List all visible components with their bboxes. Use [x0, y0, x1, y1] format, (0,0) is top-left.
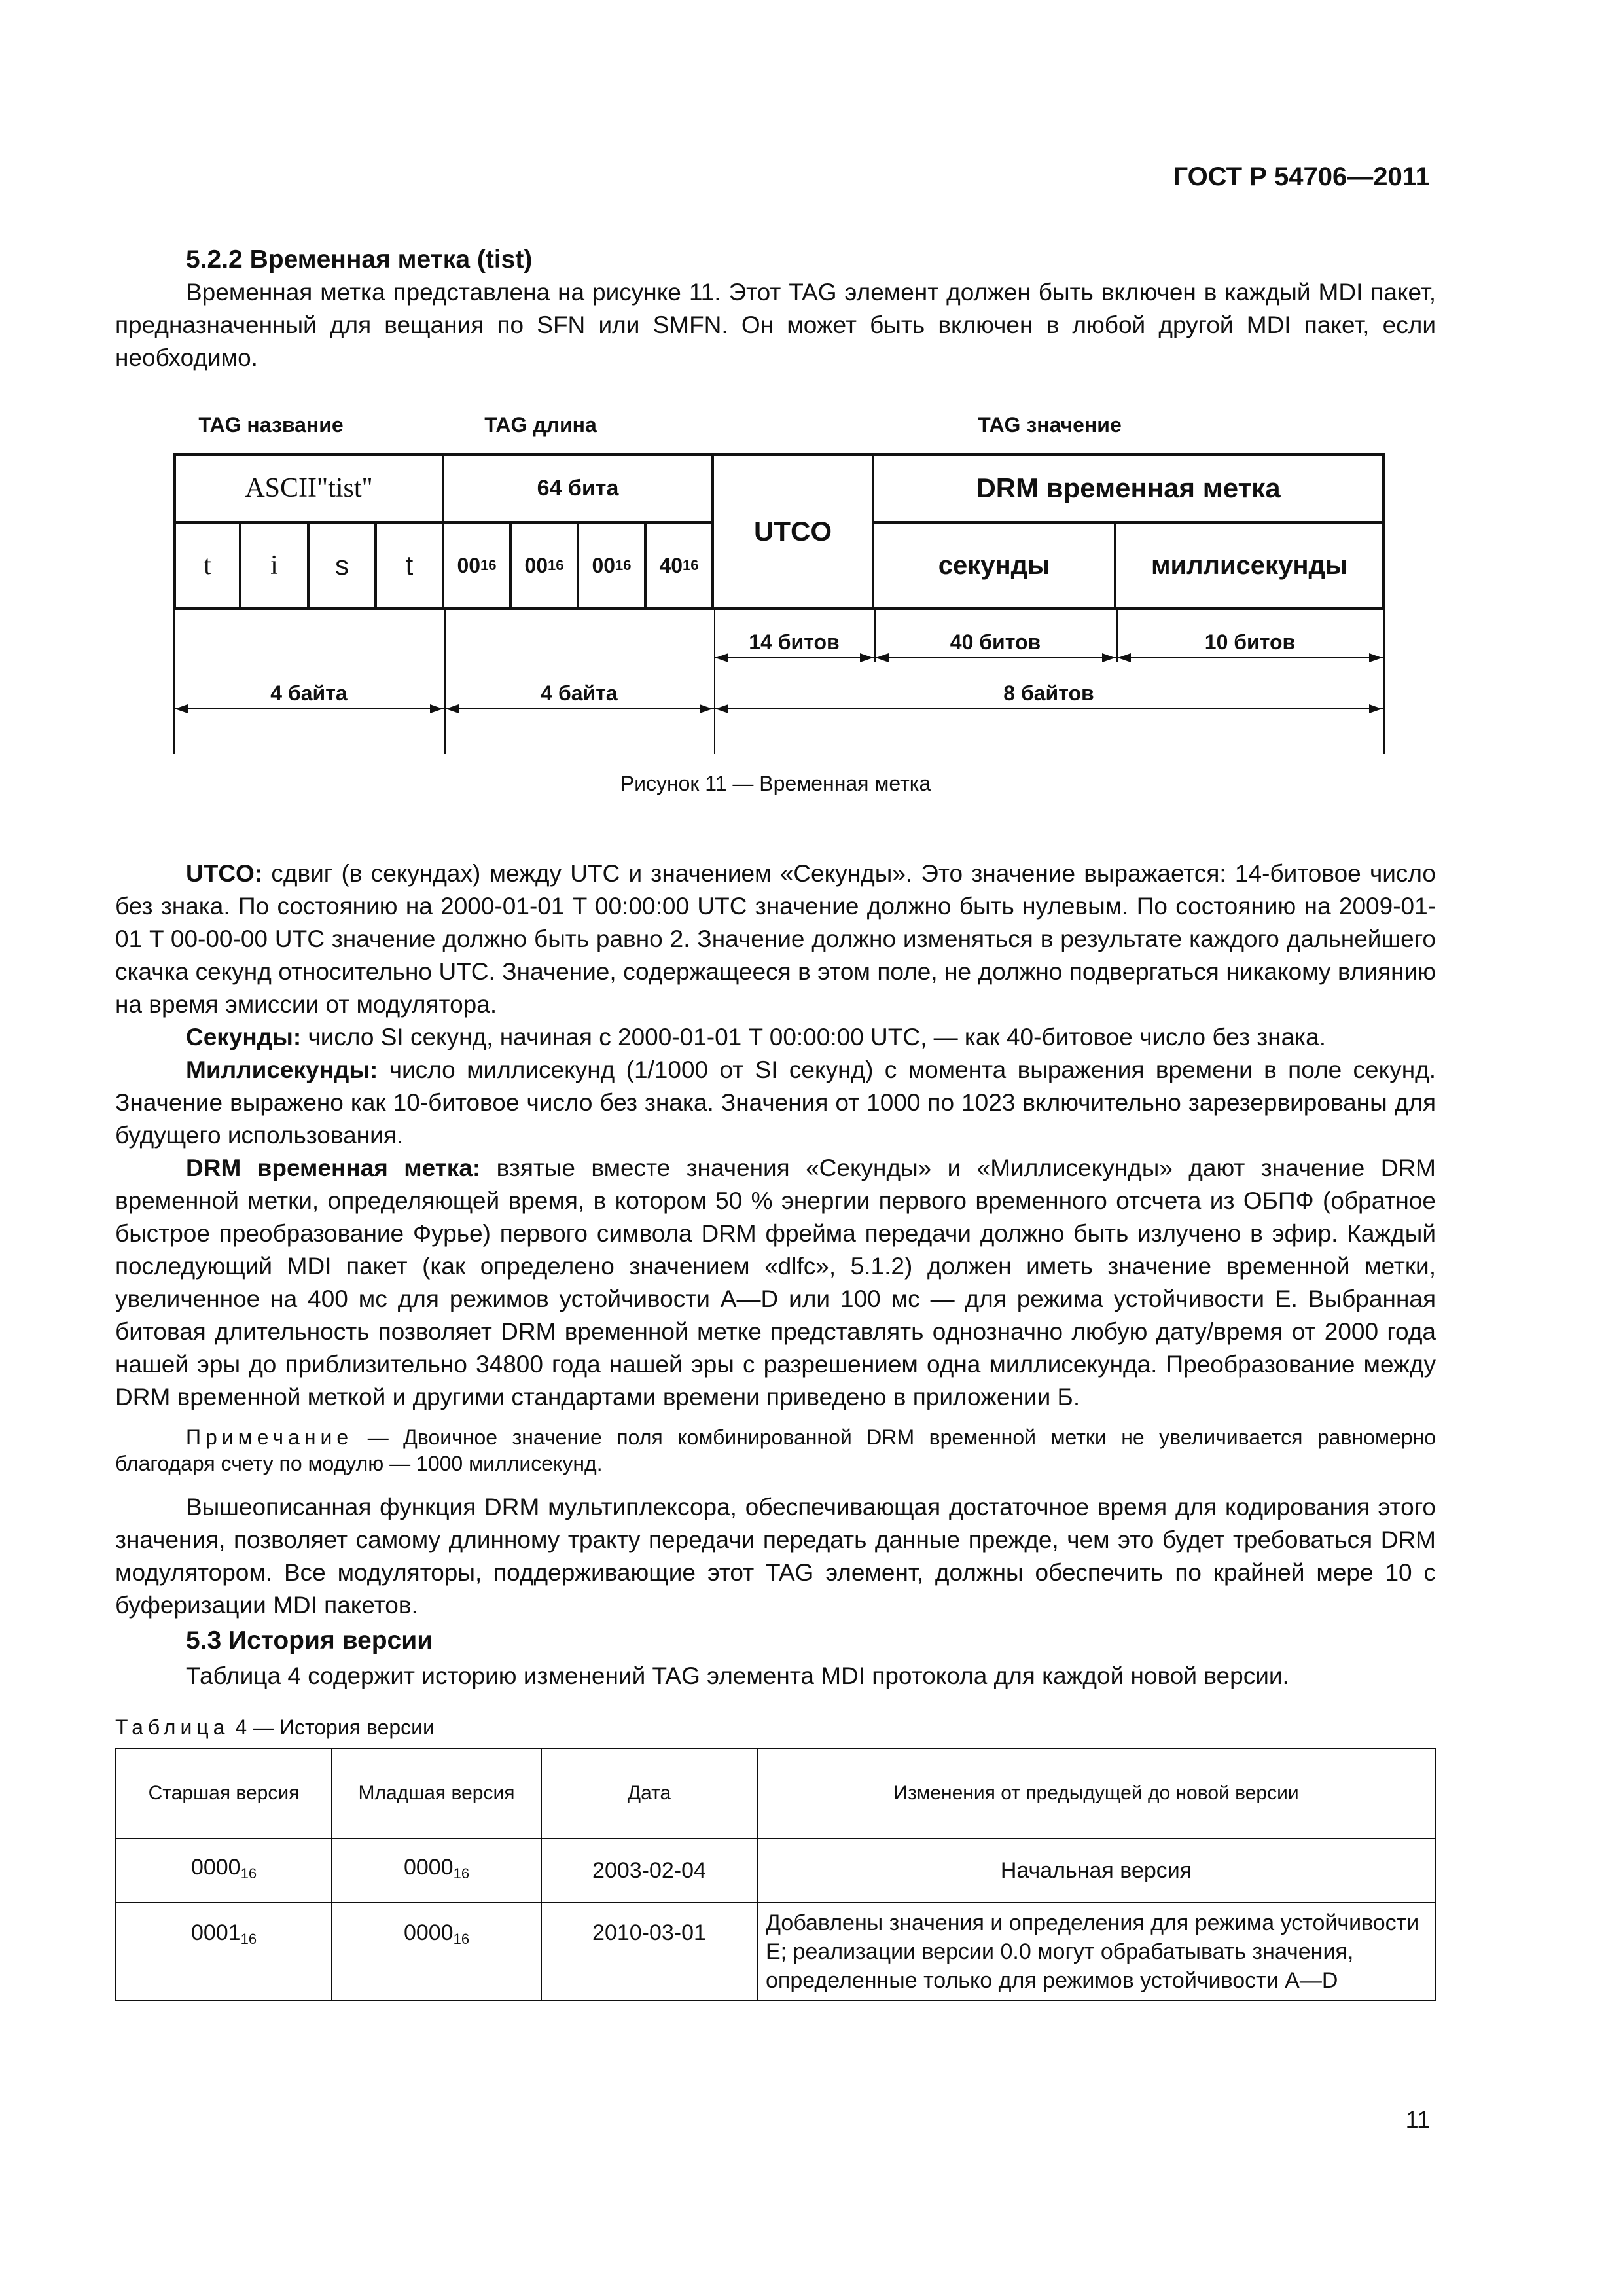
hex-cell-4: [647, 524, 714, 610]
note-label: Примечание: [186, 1426, 353, 1449]
note-text: — Двоичное значение поля комбинированной DRM временной метки не увеличивается равномерно благодаря счету по модулю — 1000 миллисекунд.: [115, 1426, 1436, 1475]
millis-text: число миллисекунд (1/1000 от SI секунд) с момента выражения времени в поле секунд. Значение выражено как 10-битовое число без знака. Значения от 1000 по 1023 включительно зарезервированы для будущего использования.: [115, 1056, 1436, 1149]
standard-number: ГОСТ Р 54706—2011: [1173, 162, 1430, 191]
cell-changes: Начальная версия: [757, 1839, 1435, 1903]
drm-label: DRM временная метка:: [186, 1155, 481, 1181]
hex-base-4: 40: [659, 554, 683, 577]
col-header-major: Старшая версия: [116, 1748, 332, 1839]
drm-timestamp-cell: DRM временная метка: [874, 453, 1385, 524]
utco-cell: UTCO: [714, 453, 874, 610]
dim-tick-right: [1383, 610, 1385, 754]
hex-base-3: 00: [592, 554, 616, 577]
section-intro-522: Временная метка представлена на рисунке 11. Этот TAG элемент должен быть включен в каждый MDI пакет, предназначенный для вещания по SFN или SMFN. Он может быть включен в любой другой MDI пакет, если необходимо.: [115, 279, 1436, 371]
hex-sub-3: 16: [615, 557, 632, 573]
page-number: 11: [1405, 2106, 1430, 2133]
bits-utco-label: 14 битов: [749, 630, 840, 654]
char-cell-i: i: [241, 524, 310, 610]
figure-caption: Рисунок 11 — Временная метка: [620, 772, 931, 795]
bytes-name-label: 4 байта: [270, 681, 348, 705]
utco-text: сдвиг (в секундах) между UTC и значением «Секунды». Это значение выражается: 14-битовое число без знака. По состоянию на 2000-01-01 T 00:00:00 UTC значение должно быть нулевым. По состоянию на 2009-01-01 T 00-00-00 UTC значение должно быть равно 2. Значение должно изменяться в результате каждого дальнейшего скачка секунд относительно UTC. Значение, содержащееся в этом поле, не должно подвергаться никакому влиянию на время эмиссии от модулятора.: [115, 860, 1436, 1018]
table-row: [116, 1839, 1435, 1903]
cell-major-value: 0001: [190, 1920, 241, 1945]
cell-major-sub: 16: [240, 1931, 257, 1947]
cell-major: [116, 1839, 332, 1903]
drm-paragraph: [115, 1152, 1436, 1414]
bits-millis-label: 10 битов: [1204, 630, 1296, 654]
figure-cap-tag-name: TAG название: [198, 413, 344, 437]
seconds-cell: секунды: [874, 524, 1116, 610]
section-intro-53: Таблица 4 содержит историю изменений TAG элемента MDI протокола для каждой новой версии.: [186, 1662, 1289, 1689]
table-row: [116, 1903, 1435, 2001]
hex-base-1: 00: [457, 554, 481, 577]
utco-paragraph: [115, 857, 1436, 1021]
note-paragraph: [115, 1424, 1436, 1477]
millis-label: Миллисекунды:: [186, 1056, 378, 1083]
hex-base-2: 00: [524, 554, 548, 577]
figure-cap-tag-value: TAG значение: [978, 413, 1122, 437]
seconds-paragraph: [115, 1021, 1436, 1054]
table-caption-label: Таблица: [115, 1715, 230, 1739]
ascii-tist-cell: ASCII"tist": [173, 453, 444, 524]
hex-sub-2: 16: [548, 557, 564, 573]
cell-major-sub: 16: [240, 1865, 257, 1882]
timestamp-figure: [115, 408, 1436, 762]
table-caption: [115, 1711, 1436, 1744]
function-paragraph: Вышеописанная функция DRM мультиплексора, обеспечивающая достаточное время для кодирования этого значения, позволяет самому длинному тракту передачи передать данные прежде, чем это будет требоваться DRM модулятором. Все модуляторы, поддерживающие этот TAG элемент, должны обеспечить по крайней мере 10 с буферизации MDI пакетов.: [115, 1494, 1436, 1619]
char-cell-t2: t: [377, 524, 444, 610]
tag-length-cell: 64 бита: [444, 453, 714, 524]
hex-sub-4: 16: [683, 557, 699, 573]
cell-minor: [332, 1903, 541, 2001]
drm-text: взятые вместе значения «Секунды» и «Миллисекунды» дают значение DRM временной метки, определяющей время, в котором 50 % энергии первого временного отсчета из ОБПФ (обратное быстрое преобразование Фурье) первого символа DRM фрейма передачи должно быть излучено в эфир. Каждый последующий MDI пакет (как определено значением «dlfc», 5.1.2) должен иметь значение временной метки, увеличенное на 400 мс для режимов устойчивости A—D или 100 мс — для режима устойчивости E. Выбранная битовая длительность позволяет DRM временной метке представлять однозначно любую дату/время от 2000 года нашей эры до приблизительно 34800 года нашей эры с разрешением одна миллисекунда. Преобразование между DRM временной меткой и другими стандартами времени приведено в приложении Б.: [115, 1155, 1436, 1410]
col-header-minor: Младшая версия: [332, 1748, 541, 1839]
seconds-text: число SI секунд, начиная с 2000-01-01 T 00:00:00 UTC, — как 40-битовое число без знака.: [308, 1024, 1327, 1050]
hex-cell-1: [444, 524, 512, 610]
cell-major: [116, 1903, 332, 2001]
cell-minor-value: 0000: [403, 1920, 454, 1945]
hex-cell-3: [579, 524, 647, 610]
cell-minor-sub: 16: [453, 1931, 470, 1947]
col-header-changes: Изменения от предыдущей до новой версии: [757, 1748, 1435, 1839]
cell-changes: Добавлены значения и определения для режима устойчивости E; реализации версии 0.0 могут обрабатывать значения, определенные только для режимов устойчивости A—D: [757, 1903, 1435, 2001]
millis-paragraph: [115, 1054, 1436, 1152]
table-caption-text: 4 — История версии: [235, 1715, 435, 1739]
section-title-522: 5.2.2 Временная метка (tist): [186, 245, 533, 274]
cell-minor-sub: 16: [453, 1865, 470, 1882]
utco-label: UTCO:: [186, 860, 263, 887]
cell-major-value: 0000: [190, 1855, 241, 1880]
version-history-table: [115, 1748, 1436, 2001]
bits-seconds-label: 40 битов: [950, 630, 1041, 654]
cell-date: 2010-03-01: [541, 1903, 757, 2001]
hex-cell-2: [512, 524, 579, 610]
hex-sub-1: 16: [480, 557, 497, 573]
table-header-row: [116, 1748, 1435, 1839]
page-content: [115, 243, 1436, 2001]
cell-minor: [332, 1839, 541, 1903]
figure-cap-tag-length: TAG длина: [484, 413, 597, 437]
millis-cell: миллисекунды: [1116, 524, 1385, 610]
bytes-value-label: 8 байтов: [1003, 681, 1094, 705]
char-cell-t1: t: [173, 524, 241, 610]
char-cell-s: s: [310, 524, 377, 610]
cell-minor-value: 0000: [403, 1855, 454, 1880]
cell-date: 2003-02-04: [541, 1839, 757, 1903]
bytes-length-label: 4 байта: [541, 681, 618, 705]
section-title-53: 5.3 История версии: [186, 1626, 433, 1655]
col-header-date: Дата: [541, 1748, 757, 1839]
seconds-label: Секунды:: [186, 1024, 302, 1050]
